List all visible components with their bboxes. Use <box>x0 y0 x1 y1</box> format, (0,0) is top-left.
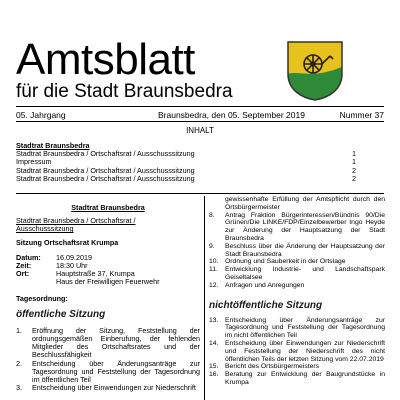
toc-page-number: 1 <box>352 149 356 159</box>
agenda-item <box>209 317 385 340</box>
coat-of-arms-wheel-icon <box>286 40 344 102</box>
agenda-item <box>209 340 385 363</box>
place-date-label: Braunsbedra, den 05. September 2019 <box>158 110 305 120</box>
toc-page-number: 2 <box>352 165 356 175</box>
toc-entry-text: Stadtrat Braunsbedra / Ortschaftsrat / Ausschusssitzung <box>16 165 195 175</box>
agenda-item-number: 15. <box>209 363 219 371</box>
agenda-item <box>209 266 385 282</box>
toc-entry-text: Stadtrat Braunsbedra / Ortschaftsrat / Ausschusssitzung <box>16 149 195 159</box>
meeting-title: Sitzung Ortschaftsrat Krumpa <box>16 237 119 247</box>
contents-rule <box>16 193 384 194</box>
agenda-item-number: 9. <box>209 242 215 250</box>
left-column <box>16 204 200 392</box>
date-label: Datum: <box>16 252 41 262</box>
agenda-label: Tagesordnung: <box>16 293 68 303</box>
agenda-item <box>209 212 385 243</box>
publication-subtitle: für die Stadt Braunsbedra <box>16 81 233 102</box>
agenda-item-text: Entwicklung Industrie- und Landschaftspark Geiseltalsee <box>225 266 385 281</box>
section-subtitle-line: Ausschusssitzung <box>16 224 74 234</box>
agenda-item-text: gewissenhafte Erfüllung der Amtspflicht durch den Ortsbürgermeister <box>225 196 385 211</box>
agenda-item <box>209 363 385 371</box>
column-divider <box>204 196 205 400</box>
section-subtitle-line: Stadtrat Braunsbedra / Ortschaftsrat / <box>16 216 136 226</box>
contents-heading: INHALT <box>186 126 214 135</box>
agenda-item <box>209 282 385 290</box>
agenda-item <box>209 258 385 266</box>
place-value: Haus der Freiwilligen Feuerwehr <box>56 277 160 287</box>
private-session-heading: nichtöffentliche Sitzung <box>209 299 323 311</box>
toc-section-heading: Stadtrat Braunsbedra <box>16 141 90 150</box>
agenda-item <box>16 327 200 360</box>
time-label: Zeit: <box>16 261 32 271</box>
place-label: Ort: <box>16 269 30 279</box>
publication-title: Amtsblatt <box>16 35 195 84</box>
agenda-item-number: 10. <box>209 258 219 266</box>
agenda-item-number: 2. <box>16 358 22 368</box>
public-session-heading: öffentliche Sitzung <box>16 308 106 320</box>
toc-page-number: 2 <box>352 173 356 183</box>
info-rule <box>16 121 384 122</box>
agenda-item-text: Eröffnung der Sitzung, Feststellung der ordnungsgemäßen Einberufung, der fehlenden Mitglieder des Ortschaftsrates und der Beschlussfähigkeit <box>32 325 200 360</box>
toc-entry-text: Impressum <box>16 157 52 167</box>
meeting-details <box>16 254 159 287</box>
agenda-item-number: 8. <box>209 211 215 219</box>
section-title: Stadtrat Braunsbedra <box>71 203 145 212</box>
table-of-contents <box>16 142 356 183</box>
agenda-item-text: Beratung zur Entwicklung der Baugrundstücke in Krumpa <box>225 371 385 386</box>
date-value: 16.09.2019 <box>56 252 92 262</box>
agenda-item-number: 14. <box>209 339 219 347</box>
agenda-item-text: Antrag Fraktion Bürgerinteressen/Bündnis 90/Die Grünen/Die LINKE/FDP/Einzelbewerber Ingo Heyde zur Änderung der Hauptsatzung der Stadt Braunsbedra <box>225 211 385 242</box>
agenda-item-text: Entscheidung über Einwendungen zur Niederschrift <box>32 383 196 393</box>
issue-number-label: Nummer 37 <box>339 110 384 120</box>
agenda-item-text: Anfragen und Anregungen <box>225 281 305 289</box>
agenda-item <box>16 384 200 392</box>
agenda-item-text: Entscheidung über Änderungsanträge zur Tagesordnung und Feststellung der Tagesordnung im öffentlichen Teil <box>32 358 200 385</box>
agenda-item-number: 13. <box>209 316 219 324</box>
agenda-item <box>209 371 385 387</box>
place-value: Hauptstraße 37, Krumpa <box>56 269 135 279</box>
toc-entry-text: Stadtrat Braunsbedra / Ortschaftsrat / Ausschusssitzung <box>16 173 195 183</box>
agenda-item-text: Entscheidung über Einwendungen zur Niederschrift und Feststellung der Niederschrift des nicht öffentlichen Teils der letzten Sitzung vom 22.07.2019 <box>225 339 385 363</box>
top-rule <box>16 106 384 107</box>
time-value: 18:30 Uhr <box>56 261 88 271</box>
agenda-item-number: 3. <box>16 383 22 393</box>
agenda-item-number: 11. <box>209 266 218 274</box>
agenda-item-text: Ordnung und Sauberkeit in der Ortslage <box>225 258 346 266</box>
agenda-item-number: 1. <box>16 325 22 335</box>
right-column <box>209 196 385 387</box>
toc-row[interactable] <box>16 150 356 158</box>
agenda-list-continued <box>209 196 385 290</box>
agenda-list-private <box>209 317 385 387</box>
agenda-item <box>209 243 385 259</box>
agenda-list-public <box>16 327 200 393</box>
agenda-item-text: Beschluss über die Änderung der Hauptsatzung der Stadt Braunsbedra <box>225 242 385 258</box>
agenda-item <box>209 196 385 212</box>
toc-row[interactable] <box>16 175 356 183</box>
agenda-item-text: Entscheidung über Änderungsanträge zur Tagesordnung und Feststellung der Tagesordnung im nicht öffentlichen Teil <box>225 316 385 340</box>
agenda-item-number: 12. <box>209 281 219 289</box>
agenda-item-text: Bericht des Ortsbürgermeisters <box>225 363 320 371</box>
agenda-item-number: 16. <box>209 371 219 379</box>
volume-label: 05. Jahrgang <box>16 110 66 120</box>
toc-page-number: 1 <box>352 157 356 167</box>
agenda-item <box>16 360 200 385</box>
